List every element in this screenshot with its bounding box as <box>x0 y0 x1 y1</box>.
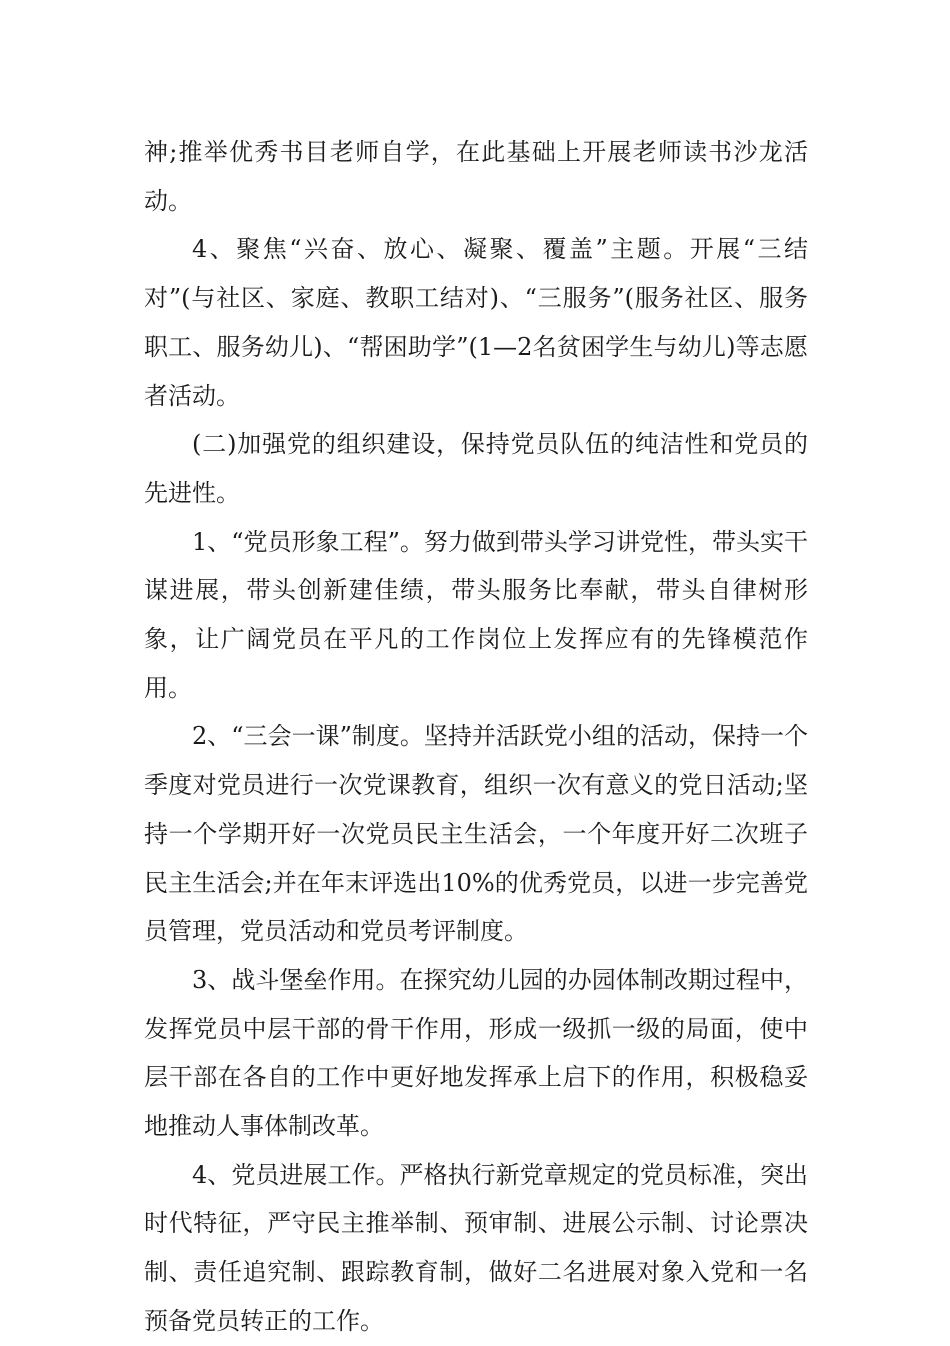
paragraph-item-2-three-meetings: 2、“三会一课”制度。坚持并活跃党小组的活动，保持一个季度对党员进行一次党课教育，组织一次有意义的党日活动;坚持一个学期开好一次党员民主生活会，一个年度开好二次班子民主生活会;并在年末评选出10%的优秀党员，以进一步完善党员管理，党员活动和党员考评制度。 <box>144 722 808 946</box>
paragraph-item-3-fortress-role: 3、战斗堡垒作用。在探究幼儿园的办园体制改期过程中，发挥党员中层干部的骨干作用，形成一级抓一级的局面，使中层干部在各自的工作中更好地发挥承上启下的作用，积极稳妥地推动人事体制改革。 <box>144 965 808 1141</box>
paragraph-item-4-member-development: 4、党员进展工作。严格执行新党章规定的党员标准，突出时代特征，严守民主推举制、预审制、进展公示制、讨论票决制、责任追究制、跟踪教育制，做好二名进展对象入党和一名预备党员转正的工作。 <box>144 1160 808 1335</box>
paragraph-item-4-focus-theme: 4、聚焦“兴奋、放心、凝聚、覆盖”主题。开展“三结对”(与社区、家庭、教职工结对)、“三服务”(服务社区、服务职工、服务幼儿)、“帮困助学”(1—2名贫困学生与幼儿)等志愿者活动。 <box>144 235 808 410</box>
document-body <box>144 128 808 1346</box>
paragraph-continuation: 神;推举优秀书目老师自学，在此基础上开展老师读书沙龙活动。 <box>144 138 808 215</box>
paragraph-item-1-image-project: 1、“党员形象工程”。努力做到带头学习讲党性，带头实干谋进展，带头创新建佳绩，带头服务比奉献，带头自律树形象，让广阔党员在平凡的工作岗位上发挥应有的先锋模范作用。 <box>144 527 808 702</box>
section-heading-2: (二)加强党的组织建设，保持党员队伍的纯洁性和党员的先进性。 <box>144 430 808 507</box>
